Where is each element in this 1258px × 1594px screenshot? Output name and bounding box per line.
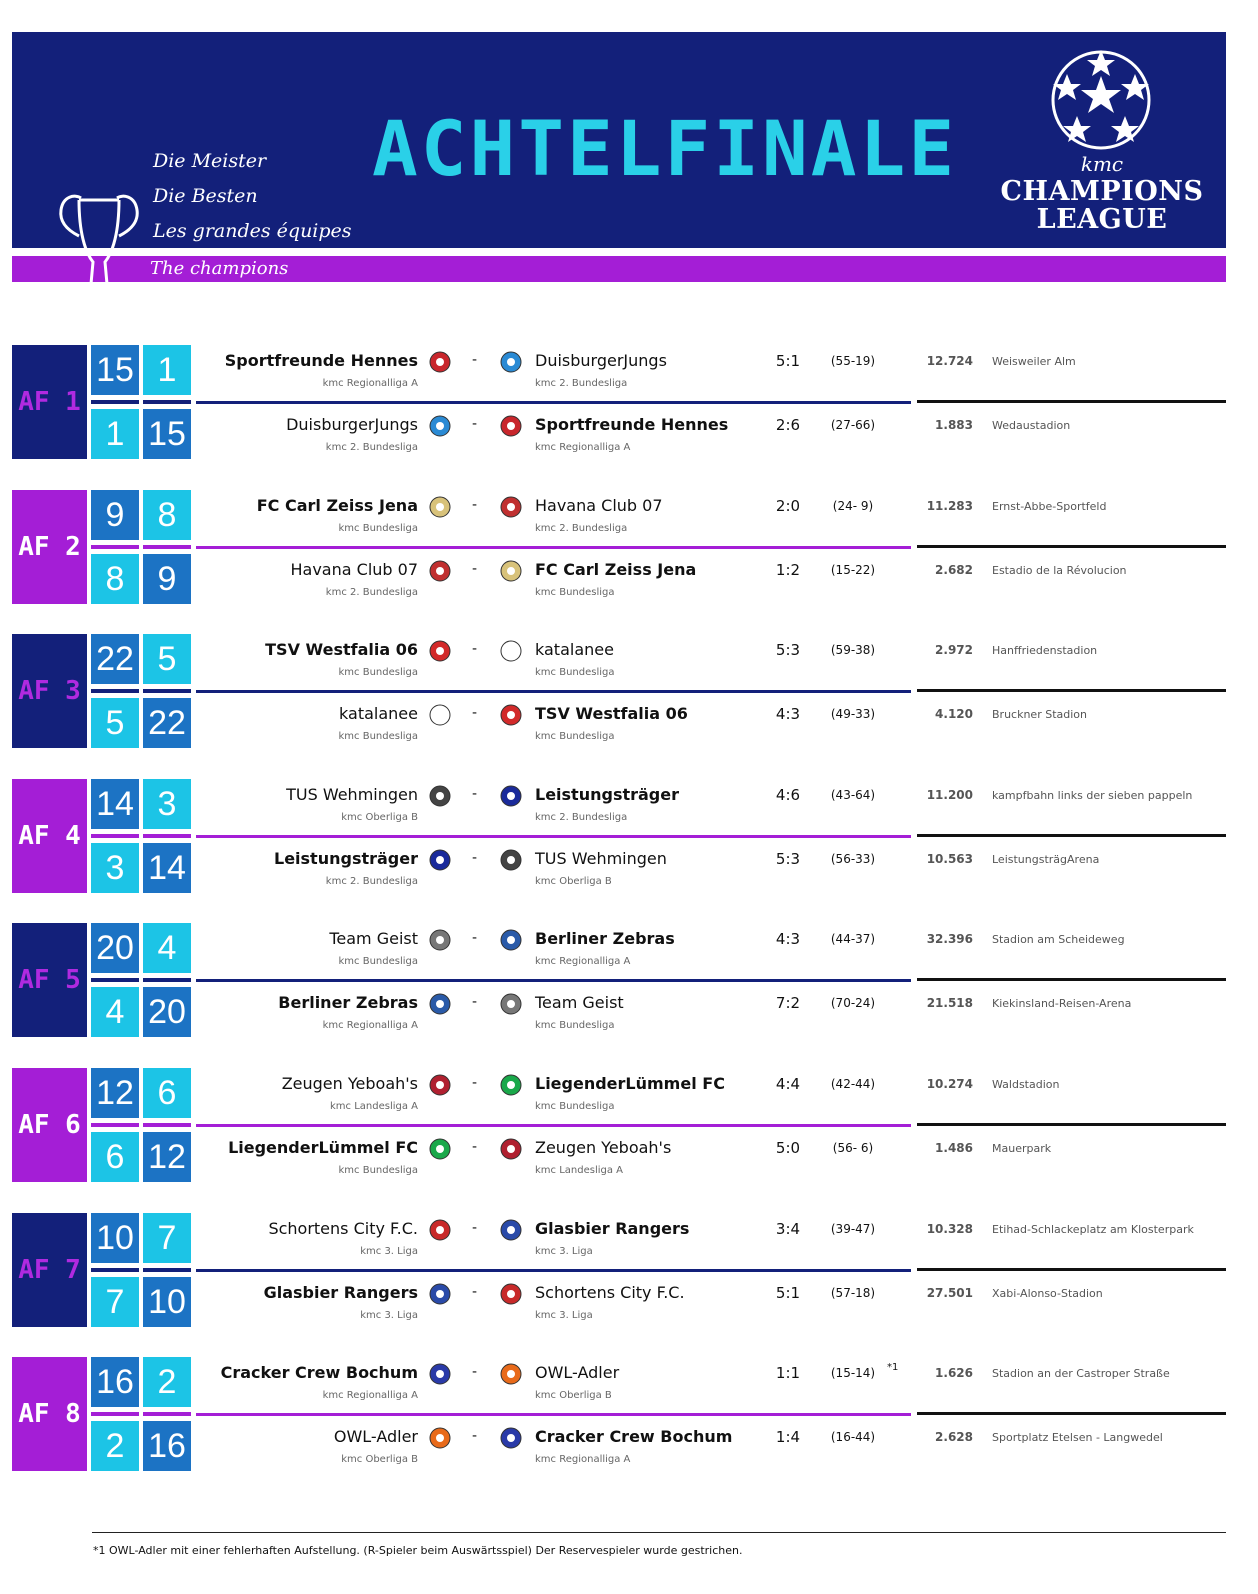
match-block (12, 490, 1226, 604)
home-team: Havana Club 07 (290, 560, 418, 579)
leg-divider (196, 1124, 911, 1127)
attendance: 2.628 (935, 1430, 973, 1444)
wehmingen-crest-icon (427, 783, 453, 809)
seed-divider (143, 834, 191, 838)
leg-divider (196, 1269, 911, 1272)
slogan-line: The champions (150, 258, 289, 279)
home-team: TUS Wehmingen (286, 785, 418, 804)
match-leg-row (12, 1277, 1226, 1327)
round-label: AF 1 (12, 345, 87, 459)
seed-number: 16 (143, 1421, 191, 1471)
match-score: 1:2 (775, 561, 801, 579)
match-points: (56-33) (830, 852, 876, 866)
away-team: OWL-Adler (535, 1363, 620, 1382)
match-leg-row (12, 843, 1226, 893)
seed-number: 16 (91, 1357, 139, 1407)
owl-adler-crest-icon (498, 1361, 524, 1387)
wehmingen-crest-icon (498, 847, 524, 873)
round-label: AF 8 (12, 1357, 87, 1471)
home-team: DuisburgerJungs (286, 415, 418, 434)
attendance: 2.972 (935, 643, 973, 657)
leg-divider (196, 401, 911, 404)
attendance: 11.200 (926, 788, 973, 802)
leg-divider (196, 546, 911, 549)
attendance: 10.563 (926, 852, 973, 866)
yeboah-crest-icon (498, 1136, 524, 1162)
venue: kampfbahn links der sieben pappeln (992, 789, 1193, 802)
home-team-league: kmc Oberliga B (341, 812, 418, 823)
match-points: (59-38) (830, 643, 876, 657)
match-block (12, 923, 1226, 1037)
away-team-league: kmc Regionalliga A (535, 442, 631, 453)
leg-divider (196, 979, 911, 982)
away-team: Berliner Zebras (535, 929, 675, 948)
home-team: Leistungsträger (274, 849, 418, 868)
away-team: FC Carl Zeiss Jena (535, 560, 697, 579)
seed-number: 3 (91, 843, 139, 893)
havana-crest-icon (498, 494, 524, 520)
match-leg-row (12, 1357, 1226, 1407)
match-block (12, 1068, 1226, 1182)
seed-number: 5 (91, 698, 139, 748)
match-leg-row (12, 698, 1226, 748)
away-team-league: kmc 3. Liga (535, 1246, 593, 1257)
home-team: OWL-Adler (333, 1427, 418, 1446)
match-points: (15-14) (830, 1366, 876, 1380)
seed-divider (91, 834, 139, 838)
venue: Ernst-Abbe-Sportfeld (992, 500, 1107, 513)
luemmel-crest-icon (427, 1136, 453, 1162)
versus-dash: - (472, 1220, 478, 1236)
away-team-league: kmc Oberliga B (535, 1390, 612, 1401)
match-points: (55-19) (830, 354, 876, 368)
versus-dash: - (472, 561, 478, 577)
venue: LeistungsträgArena (992, 853, 1100, 866)
slogan-line: Die Besten (153, 185, 258, 207)
schortens-crest-icon (498, 1281, 524, 1307)
match-score: 7:2 (775, 994, 801, 1012)
seed-number: 12 (143, 1132, 191, 1182)
header-separator (12, 248, 1226, 256)
away-team-league: kmc Bundesliga (535, 587, 615, 598)
venue: Xabi-Alonso-Stadion (992, 1287, 1103, 1300)
trophy-icon (55, 192, 143, 284)
home-team-league: kmc 2. Bundesliga (325, 442, 418, 453)
away-team-league: kmc Oberliga B (535, 876, 612, 887)
leg-divider (917, 545, 1226, 548)
seed-number: 14 (91, 779, 139, 829)
away-team-league: kmc Bundesliga (535, 731, 615, 742)
leg-divider (196, 690, 911, 693)
away-team: TUS Wehmingen (535, 849, 667, 868)
away-team: TSV Westfalia 06 (535, 704, 688, 723)
venue: Sportplatz Etelsen - Langwedel (992, 1431, 1163, 1444)
versus-dash: - (472, 705, 478, 721)
leg-divider (917, 978, 1226, 981)
seed-divider (143, 1268, 191, 1272)
zebras-crest-icon (498, 927, 524, 953)
attendance: 10.328 (926, 1222, 973, 1236)
away-team-league: kmc Regionalliga A (535, 1454, 631, 1465)
seed-number: 7 (143, 1213, 191, 1263)
away-team: Havana Club 07 (535, 496, 663, 515)
match-points: (57-18) (830, 1286, 876, 1300)
match-score: 1:1 (775, 1364, 801, 1382)
match-leg-row (12, 779, 1226, 829)
home-team: FC Carl Zeiss Jena (256, 496, 418, 515)
match-score: 5:1 (775, 352, 801, 370)
match-leg-row (12, 345, 1226, 395)
seed-number: 7 (91, 1277, 139, 1327)
away-team: Zeugen Yeboah's (535, 1138, 672, 1157)
away-team-league: kmc 2. Bundesliga (535, 812, 628, 823)
seed-number: 9 (91, 490, 139, 540)
venue: Hanffriedenstadion (992, 644, 1098, 657)
brand-line: CHAMPIONS (1000, 176, 1204, 207)
westfalia-crest-icon (498, 702, 524, 728)
match-leg-row (12, 490, 1226, 540)
match-score: 5:0 (775, 1139, 801, 1157)
home-team: TSV Westfalia 06 (265, 640, 418, 659)
seed-divider (143, 545, 191, 549)
home-team-league: kmc Bundesliga (338, 731, 418, 742)
leg-divider (196, 835, 911, 838)
match-points: (24- 9) (832, 499, 874, 513)
schortens-crest-icon (427, 1217, 453, 1243)
seed-number: 5 (143, 634, 191, 684)
match-leg-row (12, 1068, 1226, 1118)
page-title: ACHTELFINALE (372, 104, 958, 193)
home-team-league: kmc Regionalliga A (322, 1020, 418, 1031)
round-label: AF 6 (12, 1068, 87, 1182)
leistungstraeger-crest-icon (427, 847, 453, 873)
away-team-league: kmc Bundesliga (535, 1101, 615, 1112)
seed-number: 1 (91, 409, 139, 459)
match-block (12, 634, 1226, 748)
match-points: (43-64) (830, 788, 876, 802)
seed-divider (91, 400, 139, 404)
versus-dash: - (472, 786, 478, 802)
seed-number: 22 (91, 634, 139, 684)
versus-dash: - (472, 497, 478, 513)
home-team-league: kmc Bundesliga (338, 523, 418, 534)
zebras-crest-icon (427, 991, 453, 1017)
away-team-league: kmc 2. Bundesliga (535, 378, 628, 389)
away-team-league: kmc 3. Liga (535, 1310, 593, 1321)
match-block (12, 1213, 1226, 1327)
slogan-line: Les grandes équipes (153, 220, 352, 242)
away-team: Team Geist (535, 993, 624, 1012)
leg-divider (917, 689, 1226, 692)
away-team: Schortens City F.C. (535, 1283, 685, 1302)
home-team: Glasbier Rangers (263, 1283, 418, 1302)
seed-divider (91, 545, 139, 549)
match-score: 5:3 (775, 641, 801, 659)
seed-number: 6 (91, 1132, 139, 1182)
away-team-league: kmc 2. Bundesliga (535, 523, 628, 534)
duisburg-crest-icon (498, 349, 524, 375)
versus-dash: - (472, 930, 478, 946)
venue: Stadion an der Castroper Straße (992, 1367, 1170, 1380)
seed-number: 15 (143, 409, 191, 459)
home-team: LiegenderLümmel FC (228, 1138, 418, 1157)
match-leg-row (12, 1132, 1226, 1182)
home-team-league: kmc 2. Bundesliga (325, 876, 418, 887)
match-leg-row (12, 1213, 1226, 1263)
venue: Etihad-Schlackeplatz am Klosterpark (992, 1223, 1194, 1236)
versus-dash: - (472, 994, 478, 1010)
match-score: 2:6 (775, 416, 801, 434)
owl-adler-crest-icon (427, 1425, 453, 1451)
home-team-league: kmc Bundesliga (338, 667, 418, 678)
venue: Waldstadion (992, 1078, 1060, 1091)
home-team-league: kmc 2. Bundesliga (325, 587, 418, 598)
versus-dash: - (472, 352, 478, 368)
home-team: Zeugen Yeboah's (281, 1074, 418, 1093)
leg-divider (917, 834, 1226, 837)
match-score: 1:4 (775, 1428, 801, 1446)
away-team: DuisburgerJungs (535, 351, 667, 370)
match-block (12, 345, 1226, 459)
attendance: 12.724 (926, 354, 973, 368)
versus-dash: - (472, 416, 478, 432)
match-score: 4:3 (775, 930, 801, 948)
attendance: 11.283 (926, 499, 973, 513)
hennes-crest-icon (427, 349, 453, 375)
round-label: AF 2 (12, 490, 87, 604)
seed-number: 2 (143, 1357, 191, 1407)
round-label: AF 5 (12, 923, 87, 1037)
versus-dash: - (472, 1075, 478, 1091)
venue: Bruckner Stadion (992, 708, 1087, 721)
leg-divider (196, 1413, 911, 1416)
jena-crest-icon (427, 494, 453, 520)
geist-crest-icon (498, 991, 524, 1017)
rangers-crest-icon (427, 1281, 453, 1307)
seed-number: 4 (91, 987, 139, 1037)
match-score: 2:0 (775, 497, 801, 515)
katalanee-crest-icon (498, 638, 524, 664)
footnote: *1 OWL-Adler mit einer fehlerhaften Aufstellung. (R-Spieler beim Auswärtsspiel) Der Reservespieler wurde gestrichen. (93, 1544, 743, 1557)
match-leg-row (12, 634, 1226, 684)
brand-small: kmc (1080, 152, 1124, 176)
match-block (12, 779, 1226, 893)
match-score: 4:3 (775, 705, 801, 723)
match-points: (49-33) (830, 707, 876, 721)
versus-dash: - (472, 1139, 478, 1155)
home-team: Schortens City F.C. (268, 1219, 418, 1238)
seed-number: 2 (91, 1421, 139, 1471)
away-team-league: kmc Bundesliga (535, 1020, 615, 1031)
home-team: Sportfreunde Hennes (224, 351, 418, 370)
seed-number: 10 (91, 1213, 139, 1263)
home-team: Cracker Crew Bochum (220, 1363, 418, 1382)
attendance: 1.486 (935, 1141, 973, 1155)
venue: Wedaustadion (992, 419, 1071, 432)
home-team-league: kmc Regionalliga A (322, 1390, 418, 1401)
seed-divider (143, 1412, 191, 1416)
away-team: katalanee (535, 640, 614, 659)
rangers-crest-icon (498, 1217, 524, 1243)
seed-divider (91, 1412, 139, 1416)
versus-dash: - (472, 1364, 478, 1380)
versus-dash: - (472, 641, 478, 657)
home-team: katalanee (339, 704, 418, 723)
seed-divider (91, 1123, 139, 1127)
attendance: 4.120 (935, 707, 973, 721)
home-team: Berliner Zebras (278, 993, 418, 1012)
seed-divider (91, 978, 139, 982)
match-leg-row (12, 987, 1226, 1037)
venue: Mauerpark (992, 1142, 1052, 1155)
duisburg-crest-icon (427, 413, 453, 439)
away-team-league: kmc Bundesliga (535, 667, 615, 678)
match-points: (27-66) (830, 418, 876, 432)
match-score: 5:1 (775, 1284, 801, 1302)
seed-number: 20 (91, 923, 139, 973)
away-team: LiegenderLümmel FC (535, 1074, 725, 1093)
leistungstraeger-crest-icon (498, 783, 524, 809)
attendance: 1.883 (935, 418, 973, 432)
seed-divider (143, 689, 191, 693)
home-team: Team Geist (329, 929, 418, 948)
away-team: Cracker Crew Bochum (535, 1427, 733, 1446)
venue: Weisweiler Alm (992, 355, 1076, 368)
jena-crest-icon (498, 558, 524, 584)
brand-name (990, 178, 1214, 234)
seed-number: 12 (91, 1068, 139, 1118)
away-team-league: kmc Landesliga A (535, 1165, 624, 1176)
round-label: AF 7 (12, 1213, 87, 1327)
seed-number: 3 (143, 779, 191, 829)
match-points: (16-44) (830, 1430, 876, 1444)
home-team-league: kmc Landesliga A (329, 1101, 418, 1112)
bochum-crest-icon (427, 1361, 453, 1387)
seed-number: 15 (91, 345, 139, 395)
seed-number: 20 (143, 987, 191, 1037)
round-label: AF 4 (12, 779, 87, 893)
leg-divider (917, 1412, 1226, 1415)
seed-number: 8 (91, 554, 139, 604)
versus-dash: - (472, 850, 478, 866)
home-team-league: kmc Oberliga B (341, 1454, 418, 1465)
away-team-league: kmc Regionalliga A (535, 956, 631, 967)
attendance: 2.682 (935, 563, 973, 577)
seed-number: 8 (143, 490, 191, 540)
match-leg-row (12, 554, 1226, 604)
match-points: (56- 6) (832, 1141, 874, 1155)
attendance: 32.396 (926, 932, 973, 946)
home-team-league: kmc Bundesliga (338, 1165, 418, 1176)
luemmel-crest-icon (498, 1072, 524, 1098)
round-label: AF 3 (12, 634, 87, 748)
seed-number: 6 (143, 1068, 191, 1118)
seed-divider (91, 1268, 139, 1272)
venue: Estadio de la Révolucion (992, 564, 1127, 577)
footnote-divider (92, 1532, 1226, 1533)
leg-divider (917, 1268, 1226, 1271)
versus-dash: - (472, 1284, 478, 1300)
home-team-league: kmc Bundesliga (338, 956, 418, 967)
match-score: 4:4 (775, 1075, 801, 1093)
seed-number: 22 (143, 698, 191, 748)
attendance: 21.518 (926, 996, 973, 1010)
venue: Kiekinsland-Reisen-Arena (992, 997, 1132, 1010)
starball-icon (1045, 46, 1157, 154)
match-score: 4:6 (775, 786, 801, 804)
hennes-crest-icon (498, 413, 524, 439)
seed-divider (143, 978, 191, 982)
home-team-league: kmc 3. Liga (360, 1310, 418, 1321)
home-team-league: kmc 3. Liga (360, 1246, 418, 1257)
bochum-crest-icon (498, 1425, 524, 1451)
seed-number: 1 (143, 345, 191, 395)
seed-divider (143, 1123, 191, 1127)
katalanee-crest-icon (427, 702, 453, 728)
leg-divider (917, 400, 1226, 403)
venue: Stadion am Scheideweg (992, 933, 1125, 946)
seed-divider (91, 689, 139, 693)
match-points: (70-24) (830, 996, 876, 1010)
attendance: 10.274 (926, 1077, 973, 1091)
footnote-marker: *1 (887, 1362, 899, 1373)
versus-dash: - (472, 1428, 478, 1444)
match-score: 3:4 (775, 1220, 801, 1238)
geist-crest-icon (427, 927, 453, 953)
match-leg-row (12, 1421, 1226, 1471)
match-points: (15-22) (830, 563, 876, 577)
attendance: 27.501 (926, 1286, 973, 1300)
slogan-line: Die Meister (153, 150, 267, 172)
match-block (12, 1357, 1226, 1471)
brand-line: LEAGUE (1036, 204, 1168, 235)
havana-crest-icon (427, 558, 453, 584)
match-points: (39-47) (830, 1222, 876, 1236)
match-points: (44-37) (830, 932, 876, 946)
match-leg-row (12, 923, 1226, 973)
away-team: Sportfreunde Hennes (535, 415, 729, 434)
leg-divider (917, 1123, 1226, 1126)
away-team: Leistungsträger (535, 785, 679, 804)
yeboah-crest-icon (427, 1072, 453, 1098)
match-points: (42-44) (830, 1077, 876, 1091)
match-leg-row (12, 409, 1226, 459)
seed-number: 9 (143, 554, 191, 604)
attendance: 1.626 (935, 1366, 973, 1380)
seed-divider (143, 400, 191, 404)
away-team: Glasbier Rangers (535, 1219, 690, 1238)
seed-number: 14 (143, 843, 191, 893)
match-score: 5:3 (775, 850, 801, 868)
seed-number: 10 (143, 1277, 191, 1327)
seed-number: 4 (143, 923, 191, 973)
home-team-league: kmc Regionalliga A (322, 378, 418, 389)
westfalia-crest-icon (427, 638, 453, 664)
